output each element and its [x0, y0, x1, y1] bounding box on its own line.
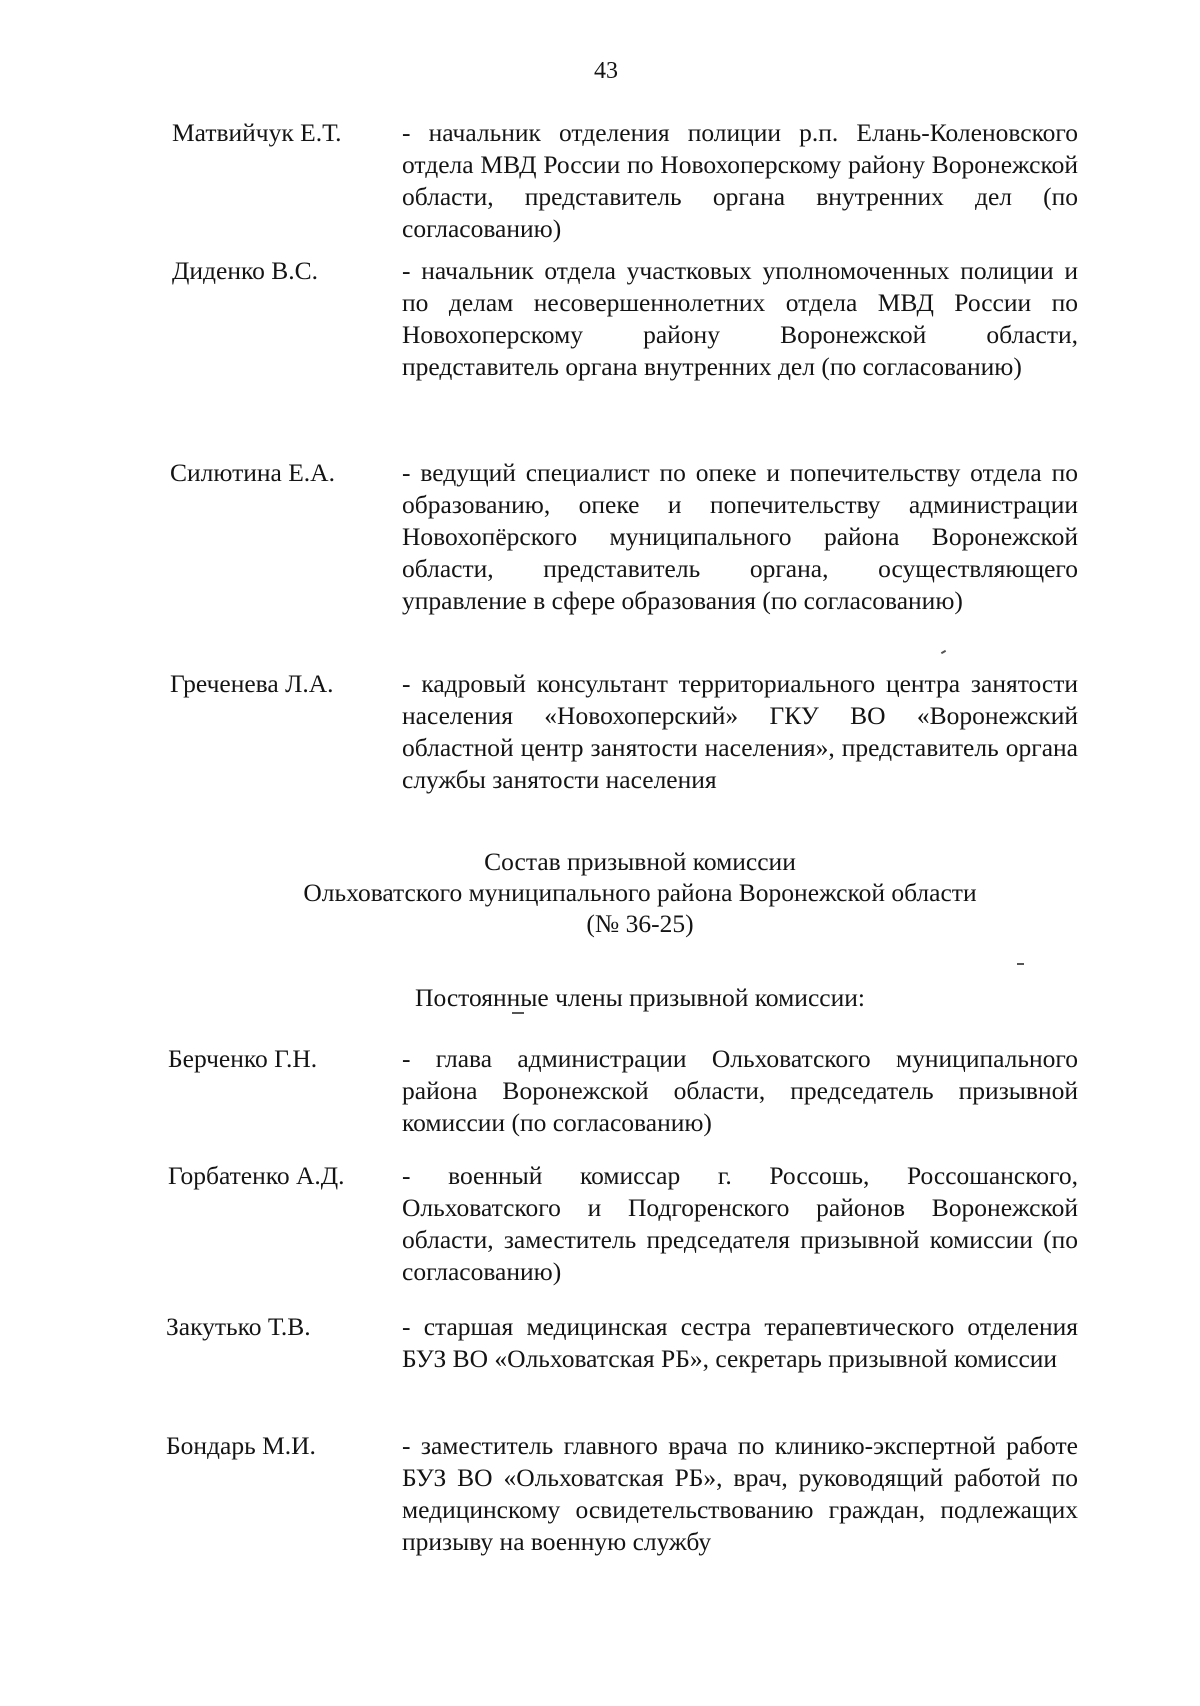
member-description: - ведущий специалист по опеке и попечительству отдела по образованию, опеке и попечительству администрации Новохопёрского муниципального района Воронежской области, представитель органа, осуществляющего управление в сфере образования (по согласованию) — [402, 458, 1078, 615]
member-name: Матвийчук Е.Т. — [172, 118, 342, 147]
member-description: - начальник отделения полиции р.п. Елань-Коленовского отдела МВД России по Новохоперскому району Воронежской области, представитель органа внутренних дел (по согласованию) — [402, 118, 1078, 243]
member-name: Силютина Е.А. — [170, 458, 335, 487]
member-name: Горбатенко А.Д. — [168, 1161, 345, 1190]
member-description: - кадровый консультант территориального центра занятости населения «Новохоперский» ГКУ ВО «Воронежский областной центр занятости населения», представитель органа службы занятости населения — [402, 669, 1078, 794]
scan-mark — [512, 1012, 524, 1014]
member-description: - военный комиссар г. Россошь, Россошанского, Ольховатского и Подгоренского районов Воронежской области, заместитель председателя призывной комиссии (по согласованию) — [402, 1161, 1078, 1286]
scan-mark — [1017, 963, 1024, 965]
member-description: - старшая медицинская сестра терапевтического отделения БУЗ ВО «Ольховатская РБ», секретарь призывной комиссии — [402, 1312, 1078, 1373]
section-title-line-2: Ольховатского муниципального района Воронежской области — [303, 878, 977, 907]
member-name: Закутько Т.В. — [166, 1312, 311, 1341]
member-description: - начальник отдела участковых уполномоченных полиции и по делам несовершеннолетних отдела МВД России по Новохоперскому району Воронежской области, представитель органа внутренних дел (по согласованию) — [402, 256, 1078, 381]
member-name: Греченева Л.А. — [170, 669, 334, 698]
scan-mark — [941, 650, 946, 654]
member-name: Диденко В.С. — [172, 256, 318, 285]
section-title-line-3: (№ 36-25) — [586, 909, 694, 938]
member-description: - заместитель главного врача по клинико-экспертной работе БУЗ ВО «Ольховатская РБ», врач, руководящий работой по медицинскому освидетельствованию граждан, подлежащих призыву на военную службу — [402, 1431, 1078, 1556]
page-number: 43 — [594, 58, 618, 84]
member-description: - глава администрации Ольховатского муниципального района Воронежской области, председатель призывной комиссии (по согласованию) — [402, 1044, 1078, 1137]
member-name: Берченко Г.Н. — [168, 1044, 318, 1073]
section-subtitle: Постоянные члены призывной комиссии: — [415, 983, 865, 1012]
section-title-line-1: Состав призывной комиссии — [484, 847, 796, 876]
member-name: Бондарь М.И. — [166, 1431, 316, 1460]
